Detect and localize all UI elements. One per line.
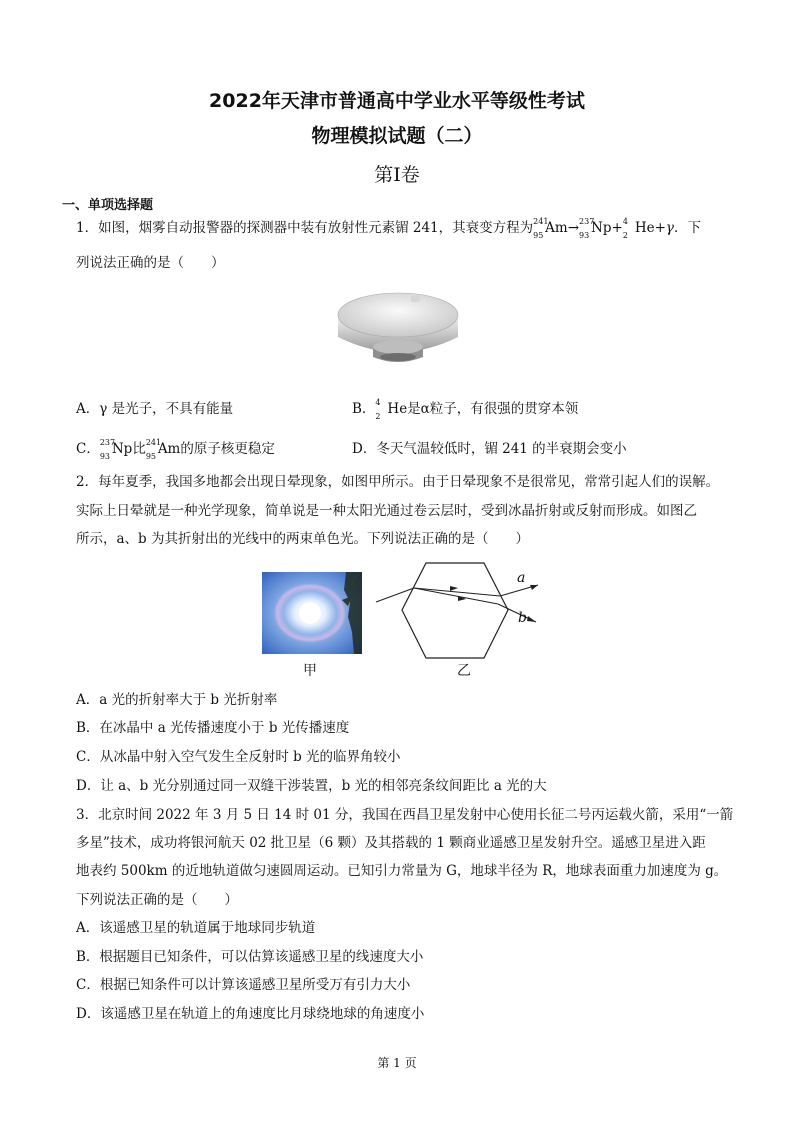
q2-option-a[interactable]: A．a 光的折射率大于 b 光折射率: [76, 692, 278, 708]
q1-option-b[interactable]: B． 4 2 He是α粒子，有很强的贯穿本领: [352, 398, 579, 421]
q2-stem-line1: 2．每年夏季，我国多地都会出现日晕现象，如图甲所示。由于日晕现象不是很常见，常常引起人们的误解。: [76, 474, 720, 490]
page-number: 第 1 页: [377, 1056, 417, 1070]
nuclide-np: 237 93 Np: [579, 217, 612, 240]
exam-subtitle: 物理模拟试题（二）: [311, 125, 483, 147]
q1-option-a[interactable]: A．γ 是光子，不具有能量: [76, 401, 234, 417]
q3-stem-line2: 多星”技术，成功将银河航天 02 批卫星（6 颗）及其搭载的 1 颗商业遥感卫星发射升空。遥感卫星进入距: [76, 835, 706, 851]
q2-option-c[interactable]: C．从冰晶中射入空气发生全反射时 b 光的临界角较小: [76, 749, 401, 765]
q1-stem-text: 1．如图，烟雾自动报警器的探测器中装有放射性元素镅 241，其衰变方程为: [76, 220, 534, 236]
q1-stem-line1: [76, 217, 701, 240]
q2-stem-line3: 所示，a、b 为其折射出的光线中的两束单色光。下列说法正确的是（ ）: [76, 531, 529, 547]
q3-option-d[interactable]: D．该遥感卫星在轨道上的角速度比月球绕地球的角速度小: [76, 1006, 425, 1022]
nuclide-am: 241 95 Am: [533, 217, 568, 240]
sun-halo-photo: [262, 572, 362, 654]
volume-heading: 第Ⅰ卷: [374, 164, 420, 186]
q2-option-d[interactable]: D．让 a、b 光分别通过同一双缝干涉装置，b 光的相邻亮条纹间距比 a 光的大: [76, 778, 547, 794]
figure-label-yi: 乙: [457, 663, 471, 679]
smoke-detector-image: [333, 285, 463, 375]
figure-label-jia: 甲: [303, 663, 317, 679]
q2-option-b[interactable]: B．在冰晶中 a 光传播速度小于 b 光传播速度: [76, 720, 350, 736]
ray-a-label: a: [517, 570, 526, 586]
q3-stem-line1: 3．北京时间 2022 年 3 月 5 日 14 时 01 分，我国在西昌卫星发射中心使用长征二号丙运载火箭，采用“一箭: [76, 807, 734, 823]
q3-stem-line3: 地表约 500km 的近地轨道做匀速圆周运动。已知引力常量为 G，地球半径为 R，地球表面重力加速度为 g。: [76, 863, 728, 879]
q1-stem-line2: 列说法正确的是（ ）: [76, 255, 225, 271]
plus-sign: +: [611, 220, 623, 236]
nuclide-he: 4 2 He: [622, 217, 655, 240]
q3-option-c[interactable]: C．根据已知条件可以计算该遥感卫星所受万有引力大小: [76, 977, 411, 993]
section-title: 一、单项选择题: [62, 198, 154, 213]
plus-sign: +: [654, 220, 666, 236]
ray-b-label: b: [518, 610, 527, 626]
arrow: →: [567, 220, 580, 236]
q1-option-c[interactable]: C． 237 93 Np比 241 95 Am的原子核更稳定: [76, 438, 275, 461]
q2-stem-line2: 实际上日晕就是一种光学现象，简单说是一种太阳光通过卷云层时，受到冰晶折射或反射而形成。如图乙: [76, 503, 697, 519]
q3-option-b[interactable]: B．根据题目已知条件，可以估算该遥感卫星的线速度大小: [76, 949, 424, 965]
q3-option-a[interactable]: A．该遥感卫星的轨道属于地球同步轨道: [76, 920, 316, 936]
exam-title: 2022年天津市普通高中学业水平等级性考试: [209, 90, 585, 112]
q3-stem-line4: 下列说法正确的是（ ）: [76, 892, 238, 908]
gamma-symbol: γ: [665, 220, 674, 236]
q1-option-d[interactable]: D．冬天气温较低时，镅 241 的半衰期会变小: [352, 441, 627, 457]
q1-stem-tail: ．下: [673, 220, 701, 236]
